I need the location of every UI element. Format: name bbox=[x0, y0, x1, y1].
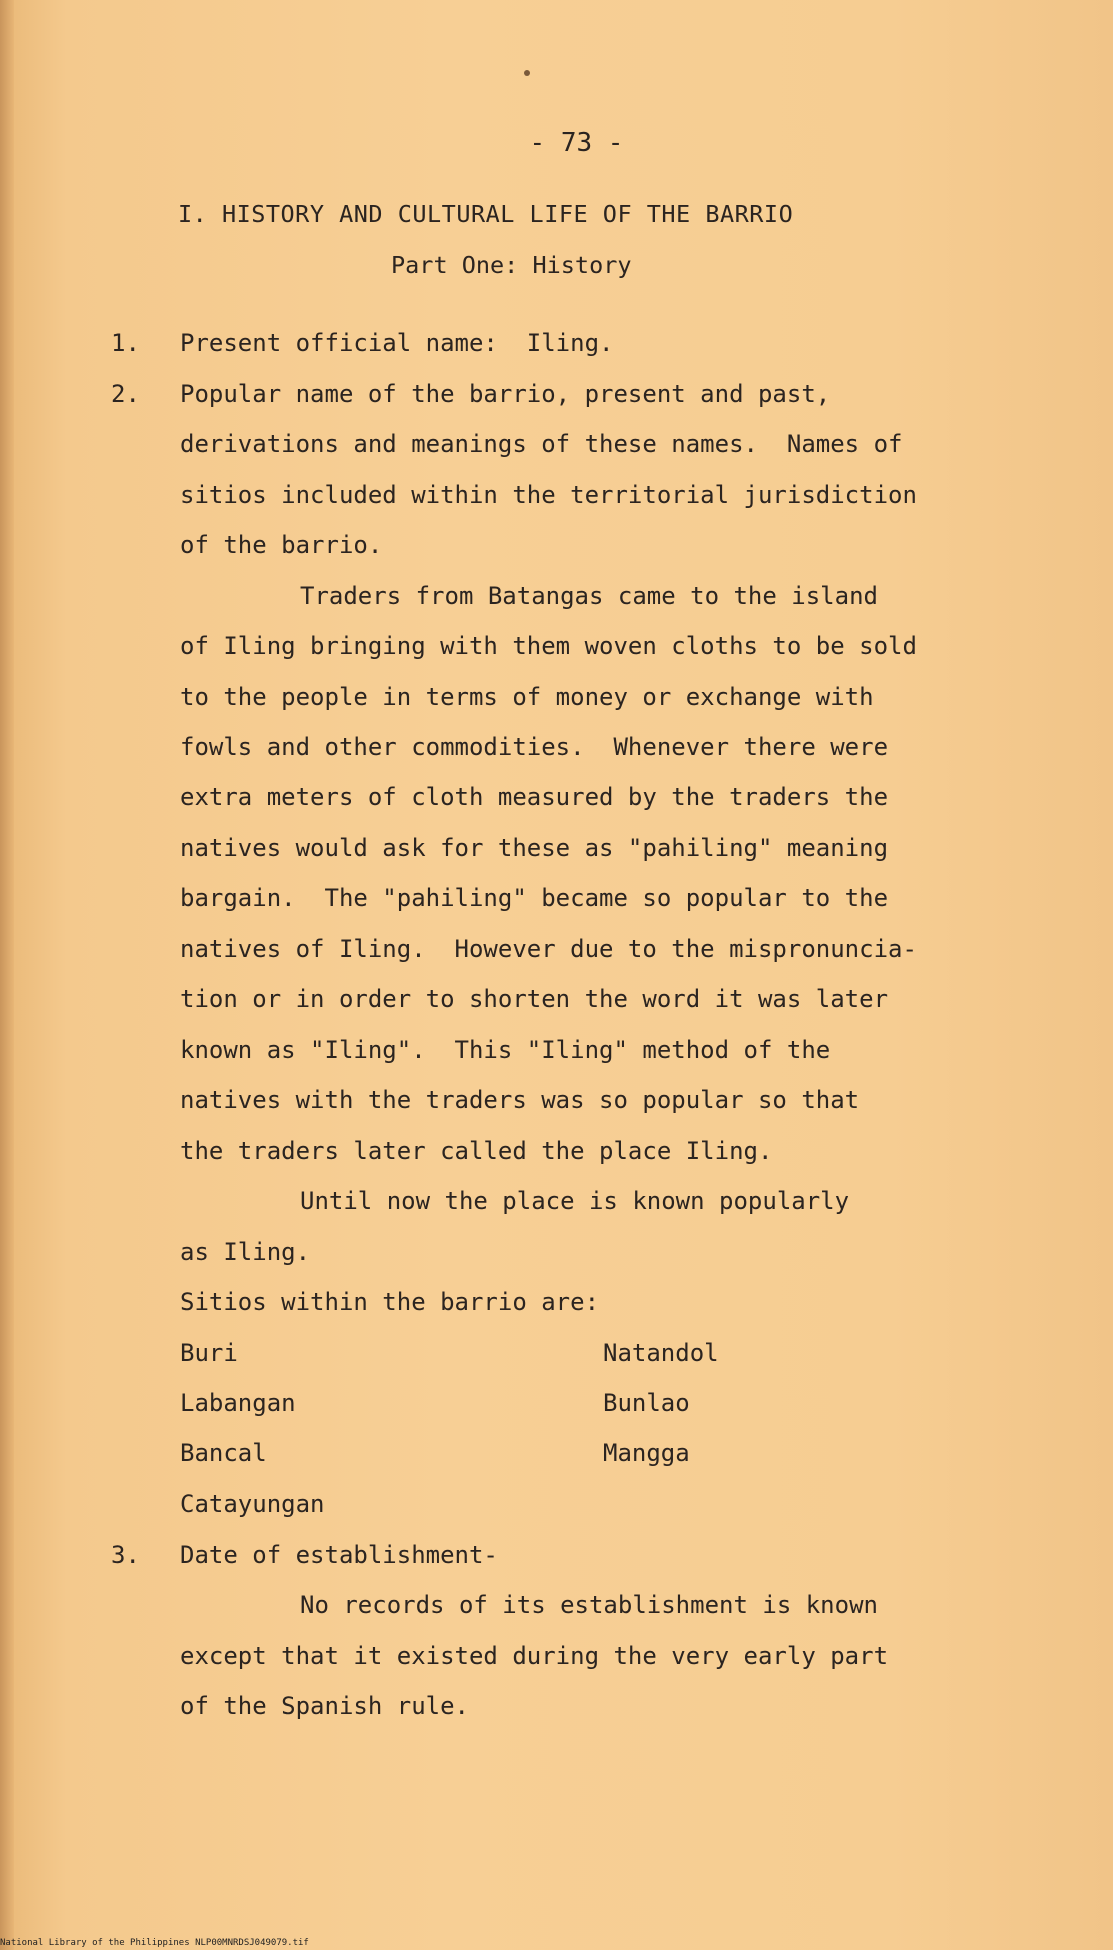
paragraph-line: of the Spanish rule. bbox=[180, 1692, 469, 1720]
item-line: of the barrio. bbox=[180, 531, 383, 559]
sitio-name: Catayungan bbox=[180, 1490, 325, 1518]
paragraph-line: of Iling bringing with them woven cloths to be sold bbox=[180, 632, 917, 660]
sitio-name: Bancal bbox=[180, 1439, 267, 1467]
paragraph-line: Until now the place is known popularly bbox=[300, 1187, 850, 1215]
sitio-name: Buri bbox=[180, 1339, 238, 1367]
sitio-name: Natandol bbox=[603, 1339, 719, 1367]
sitio-name: Bunlao bbox=[603, 1389, 690, 1417]
paragraph-line: except that it existed during the very early part bbox=[180, 1642, 889, 1670]
item-line: sitios included within the territorial jurisdiction bbox=[180, 481, 917, 509]
sitio-name: Labangan bbox=[180, 1389, 296, 1417]
paragraph-line: the traders later called the place Iling. bbox=[180, 1137, 773, 1165]
page-edge bbox=[0, 0, 14, 1950]
paragraph-line: natives with the traders was so popular so that bbox=[180, 1086, 860, 1114]
item-number: 2. bbox=[111, 380, 140, 408]
paragraph-line: No records of its establishment is known bbox=[300, 1591, 878, 1619]
sitios-label: Sitios within the barrio are: bbox=[180, 1288, 600, 1316]
paragraph-line: natives would ask for these as "pahiling" meaning bbox=[180, 834, 889, 862]
paragraph-line: extra meters of cloth measured by the traders the bbox=[180, 783, 889, 811]
paragraph-line: as Iling. bbox=[180, 1238, 311, 1266]
paragraph-line: natives of Iling. However due to the mispronuncia- bbox=[180, 935, 917, 963]
ink-dot bbox=[524, 70, 530, 76]
item-line: Popular name of the barrio, present and past, bbox=[180, 380, 831, 408]
paragraph-line: to the people in terms of money or exchange with bbox=[180, 683, 874, 711]
item-line: derivations and meanings of these names. Names of bbox=[180, 430, 903, 458]
section-title: I. HISTORY AND CULTURAL LIFE OF THE BARRIO bbox=[178, 200, 794, 228]
scan-footer: National Library of the Philippines NLP00MNRDSJ049079.tif bbox=[0, 1938, 309, 1948]
item-number: 1. bbox=[111, 329, 140, 357]
sitio-name: Mangga bbox=[603, 1439, 690, 1467]
paragraph-line: known as "Iling". This "Iling" method of the bbox=[180, 1036, 831, 1064]
page-number: - 73 - bbox=[529, 128, 624, 158]
item-text: Date of establishment- bbox=[180, 1541, 498, 1569]
paragraph-line: bargain. The "pahiling" became so popular to the bbox=[180, 884, 889, 912]
paragraph-line: fowls and other commodities. Whenever there were bbox=[180, 733, 889, 761]
item-number: 3. bbox=[111, 1541, 140, 1569]
item-text: Present official name: Iling. bbox=[180, 329, 614, 357]
part-title: Part One: History bbox=[391, 251, 632, 279]
paragraph-line: tion or in order to shorten the word it was later bbox=[180, 985, 889, 1013]
paragraph-line: Traders from Batangas came to the island bbox=[300, 582, 878, 610]
